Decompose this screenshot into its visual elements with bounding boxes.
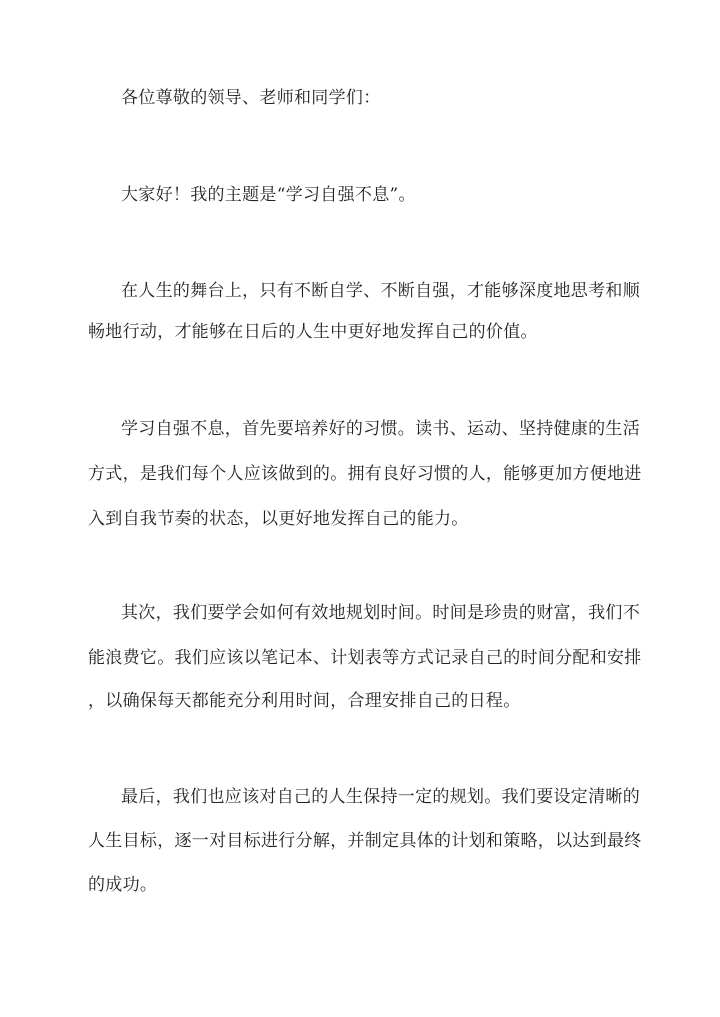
- paragraph-3-line-1: 其次，我们要学会如何有效地规划时间。时间是珍贵的财富，我们不: [121, 603, 640, 623]
- paragraph-1-line-2: 畅地行动，才能够在日后的人生中更好地发挥自己的价值。: [88, 322, 538, 342]
- salutation-line: 各位尊敬的领导、老师和同学们：: [121, 88, 381, 108]
- paragraph-3-line-3: ，以确保每天都能充分利用时间，合理安排自己的日程。: [88, 691, 521, 711]
- paragraph-2-line-3: 入到自我节奏的状态，以更好地发挥自己的能力。: [88, 509, 469, 529]
- paragraph-1-line-1: 在人生的舞台上，只有不断自学、不断自强，才能够深度地思考和顺: [121, 281, 640, 301]
- paragraph-4-line-2: 人生目标，逐一对目标进行分解，并制定具体的计划和策略，以达到最终: [88, 831, 642, 851]
- paragraph-2-line-1: 学习自强不息，首先要培养好的习惯。读书、运动、坚持健康的生活: [121, 419, 640, 439]
- paragraph-4-line-3: 的成功。: [88, 875, 158, 895]
- paragraph-4-line-1: 最后，我们也应该对自己的人生保持一定的规划。我们要设定清晰的: [121, 787, 640, 807]
- greeting-line: 大家好！我的主题是“学习自强不息”。: [121, 185, 416, 205]
- paragraph-2-line-2: 方式，是我们每个人应该做到的。拥有良好习惯的人，能够更加方便地进: [88, 464, 642, 484]
- paragraph-3-line-2: 能浪费它。我们应该以笔记本、计划表等方式记录自己的时间分配和安排: [88, 648, 642, 668]
